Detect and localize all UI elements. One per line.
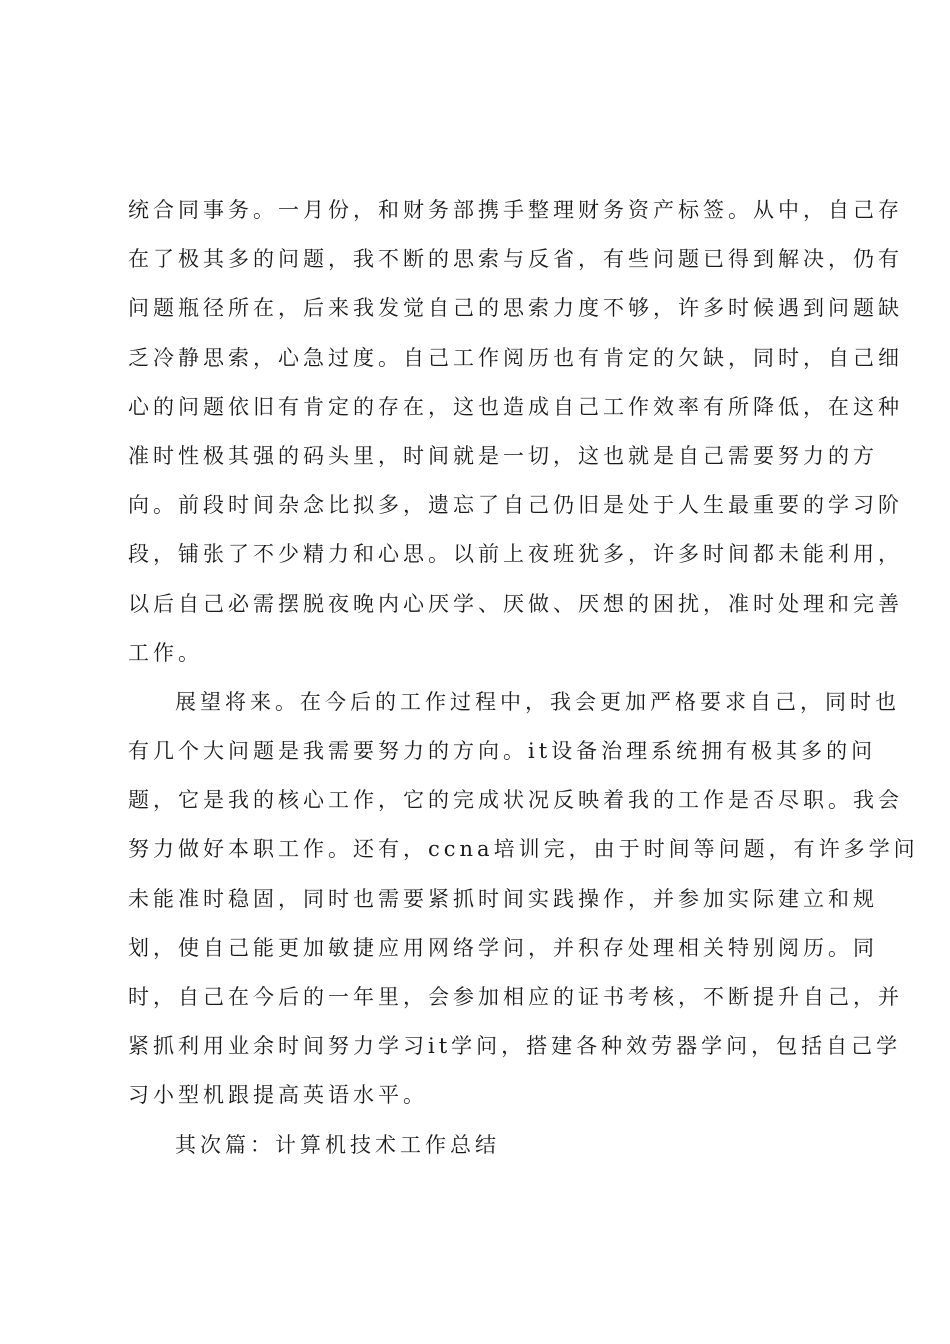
paragraph-1 <box>128 186 903 678</box>
text-line: 统合同事务。一月份，和财务部携手整理财务资产标签。从中，自己存 <box>128 198 903 222</box>
text-line: 展望将来。在今后的工作过程中，我会更加严格要求自己，同时也 <box>175 689 900 714</box>
text-line: 以后自己必需摆脱夜晚内心厌学、厌做、厌想的困扰，准时处理和完善 <box>128 591 903 616</box>
text-line: 有几个大问题是我需要努力的方向。it设备治理系统拥有极其多的问 <box>128 739 877 764</box>
section-heading <box>128 1121 832 1170</box>
text-line: 心的问题依旧有肯定的存在，这也造成自己工作效率有所降低，在这种 <box>128 394 903 419</box>
text-line: 紧抓利用业余时间努力学习it学问，搭建各种效劳器学问，包括自己学 <box>128 1034 902 1059</box>
text-line: 其次篇：计算机技术工作总结 <box>175 1132 500 1157</box>
text-line: 努力做好本职工作。还有，ccna培训完，由于时间等问题，有许多学问 <box>128 837 919 862</box>
text-line: 划，使自己能更加敏捷应用网络学问，并积存处理相关特别阅历。同 <box>128 935 878 960</box>
text-line: 准时性极其强的码头里，时间就是一切，这也就是自己需要努力的方 <box>128 443 878 468</box>
text-line: 向。前段时间杂念比拟多，遗忘了自己仍旧是处于人生最重要的学习阶 <box>128 493 903 518</box>
document-body <box>128 186 919 1170</box>
text-line: 问题瓶径所在，后来我发觉自己的思索力度不够，许多时候遇到问题缺 <box>128 296 903 321</box>
text-line: 习小型机跟提高英语水平。 <box>128 1083 428 1108</box>
text-line: 工作。 <box>128 640 203 665</box>
text-line: 段，铺张了不少精力和心思。以前上夜班犹多，许多时间都未能利用， <box>128 542 903 567</box>
text-line: 乏冷静思索，心急过度。自己工作阅历也有肯定的欠缺，同时，自己细 <box>128 345 903 370</box>
paragraph-2 <box>128 678 919 1121</box>
text-line: 未能准时稳固，同时也需要紧抓时间实践操作，并参加实际建立和规 <box>128 886 878 911</box>
text-line: 在了极其多的问题，我不断的思索与反省，有些问题已得到解决，仍有 <box>128 247 903 272</box>
text-line: 题，它是我的核心工作，它的完成状况反映着我的工作是否尽职。我会 <box>128 788 903 813</box>
text-line: 时，自己在今后的一年里，会参加相应的证书考核，不断提升自己，并 <box>128 985 903 1009</box>
